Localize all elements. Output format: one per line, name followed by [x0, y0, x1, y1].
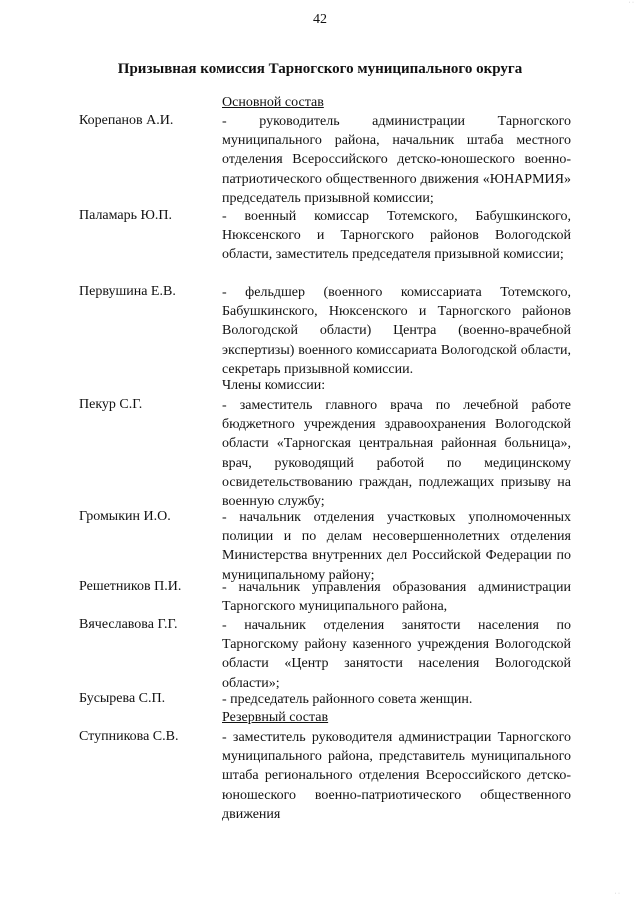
member-role: - председатель районного совета женщин. — [222, 692, 473, 707]
member-name: Решетников П.И. — [79, 579, 182, 594]
scan-mark: · · — [614, 891, 620, 897]
member-name: Корепанов А.И. — [79, 113, 174, 128]
member-role: - фельдшер (военного комиссариата Тотемского, Бабушкинского, Нюксенского и Тарногского районов Вологодской области) Центра (военно-врачебной экспертизы) военного комиссариата Вологодской области, секретарь призывной комиссии. — [222, 285, 571, 377]
member-role: - руководитель администрации Тарногского муниципального района, начальник штаба местного отделения Всероссийского детско-юношеского военно-патриотического общественного движения «ЮНАРМИЯ» председатель призывной комиссии; — [222, 114, 571, 206]
member-name: Громыкин И.О. — [79, 509, 171, 524]
reserve-composition-heading: Резервный состав — [222, 710, 329, 725]
document-title: Призывная комиссия Тарногского муниципального округа — [117, 61, 523, 77]
member-role: - начальник отделения участковых уполномоченных полиции и по делам несовершеннолетних отделения Министерства внутренних дел Российской Федерации по муниципальному району; — [222, 510, 571, 583]
page-number: 42 — [313, 12, 327, 27]
member-name: Первушина Е.В. — [79, 284, 176, 299]
member-name: Паламарь Ю.П. — [79, 208, 173, 223]
main-composition-heading: Основной состав — [222, 95, 324, 110]
member-role: - заместитель главного врача по лечебной работе бюджетного учреждения здравоохранения Вологодской области «Тарногская центральная районная больница», врач, руководящий работой по медицинскому освидетельствованию граждан, подлежащих призыву на военную службу; — [222, 398, 571, 510]
member-name: Пекур С.Г. — [79, 397, 143, 412]
member-role: - начальник управления образования администрации Тарногского муниципального района, — [222, 580, 571, 615]
member-name: Вячеславова Г.Г. — [79, 617, 178, 632]
member-name: Бусырева С.П. — [79, 691, 166, 706]
member-name: Ступникова С.В. — [79, 729, 179, 744]
member-role: - военный комиссар Тотемского, Бабушкинского, Нюксенского и Тарногского районов Вологодской области, заместитель председателя призывной комиссии; — [222, 209, 571, 263]
scan-mark: · · — [628, 0, 634, 6]
member-role: - заместитель руководителя администрации Тарногского муниципального района, представитель муниципального штаба регионального отделения Всероссийского детско-юношеского военно-патриотического общественного движения — [222, 730, 571, 822]
members-heading: Члены комиссии: — [222, 378, 326, 393]
member-role: - начальник отделения занятости населения по Тарногскому району казенного учреждения Вологодской области «Центр занятости населения Вологодской области»; — [222, 618, 571, 691]
